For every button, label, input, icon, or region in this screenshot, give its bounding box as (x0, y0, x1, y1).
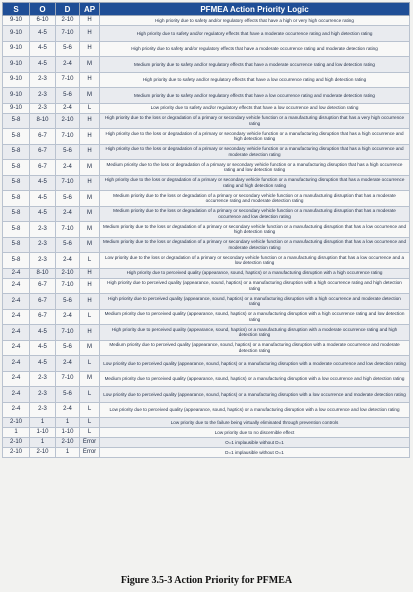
table-row (3, 428, 410, 438)
cell-s: 2-10 (3, 448, 30, 458)
cell-ap: H (80, 72, 100, 88)
cell-o: 6-7 (30, 294, 56, 310)
cell-d: 2-4 (56, 57, 80, 73)
cell-ap: H (80, 16, 100, 26)
cell-ap: L (80, 103, 100, 113)
cell-o: 6-7 (30, 160, 56, 176)
cell-d: 5-6 (56, 387, 80, 403)
cell-logic: Medium priority due to perceived quality (appearance, sound, haptics) or a manufacturing disruption with a moderate occurrence and moderate detection rating (100, 340, 410, 356)
cell-o: 2-3 (30, 222, 56, 238)
cell-logic: Medium priority due to the loss or degradation of a primary or secondary vehicle function or a manufacturing disruption that has a moderate occurrence rating and moderate detection rating (100, 191, 410, 207)
cell-d: 7-10 (56, 175, 80, 191)
cell-s: 5-8 (3, 237, 30, 253)
cell-o: 2-3 (30, 402, 56, 418)
cell-s: 9-10 (3, 41, 30, 57)
cell-d: 1-10 (56, 428, 80, 438)
table-row (3, 26, 410, 42)
cell-o: 4-5 (30, 26, 56, 42)
cell-o: 6-7 (30, 278, 56, 294)
cell-logic: Medium priority due to safety and/or regulatory effects that have a moderate occurrence rating and low detection rating (100, 57, 410, 73)
cell-logic: Low priority due to the loss or degradation of a primary or secondary vehicle function or a manufacturing disruption that has a low occurrence and a low detection rating (100, 253, 410, 269)
cell-logic: Low priority due to no discernible effect (100, 428, 410, 438)
cell-s: 5-8 (3, 206, 30, 222)
cell-s: 9-10 (3, 103, 30, 113)
cell-o: 1 (30, 438, 56, 448)
cell-ap: L (80, 418, 100, 428)
cell-logic: D=1 implausible without O=1 (100, 448, 410, 458)
cell-logic: High priority due to the loss or degradation of a primary or secondary vehicle function or a manufacturing disruption that has a high occurrence and moderate detection rating (100, 144, 410, 160)
table-row (3, 418, 410, 428)
cell-d: 5-6 (56, 340, 80, 356)
cell-s: 2-10 (3, 438, 30, 448)
cell-ap: M (80, 222, 100, 238)
cell-ap: M (80, 57, 100, 73)
cell-ap: L (80, 387, 100, 403)
table-row (3, 113, 410, 129)
cell-d: 2-4 (56, 206, 80, 222)
figure-caption: Figure 3.5-3 Action Priority for PFMEA (120, 575, 293, 586)
cell-o: 4-5 (30, 41, 56, 57)
cell-s: 9-10 (3, 26, 30, 42)
cell-s: 1 (3, 428, 30, 438)
cell-logic: High priority due to safety and/or regulatory effects that have a moderate occurrence rating and high detection rating (100, 26, 410, 42)
cell-logic: High priority due to perceived quality (appearance, sound, haptics) or a manufacturing disruption with a high occurrence and moderate detection rating (100, 294, 410, 310)
header-d: D (56, 3, 80, 16)
table-row (3, 175, 410, 191)
cell-logic: Medium priority due to perceived quality (appearance, sound, haptics) or a manufacturing disruption with a high occurrence rating and low detection rating (100, 309, 410, 325)
table-row (3, 103, 410, 113)
cell-o: 6-7 (30, 309, 56, 325)
cell-ap: H (80, 175, 100, 191)
cell-d: 5-6 (56, 237, 80, 253)
table-row (3, 16, 410, 26)
cell-ap: H (80, 144, 100, 160)
cell-s: 5-8 (3, 144, 30, 160)
cell-o: 2-3 (30, 237, 56, 253)
cell-logic: High priority due to safety and/or regulatory effects that have a moderate occurrence rating and moderate detection rating (100, 41, 410, 57)
table-row (3, 72, 410, 88)
cell-ap: H (80, 129, 100, 145)
cell-o: 4-5 (30, 325, 56, 341)
table-row (3, 402, 410, 418)
table-row (3, 268, 410, 278)
cell-s: 2-4 (3, 294, 30, 310)
cell-o: 6-7 (30, 129, 56, 145)
cell-ap: H (80, 268, 100, 278)
cell-d: 2-4 (56, 309, 80, 325)
cell-ap: H (80, 26, 100, 42)
cell-s: 2-4 (3, 268, 30, 278)
header-logic: PFMEA Action Priority Logic (100, 3, 410, 16)
cell-d: 5-6 (56, 144, 80, 160)
cell-ap: H (80, 325, 100, 341)
cell-o: 2-10 (30, 448, 56, 458)
table-row (3, 206, 410, 222)
header-o: O (30, 3, 56, 16)
cell-logic: High priority due to safety and/or regulatory effects that have a low occurrence rating and high detection rating (100, 72, 410, 88)
header-s: S (3, 3, 30, 16)
cell-logic: Medium priority due to the loss or degradation of a primary or secondary vehicle function or a manufacturing disruption that has a low occurrence and moderate detection rating (100, 237, 410, 253)
cell-d: 1 (56, 418, 80, 428)
cell-d: 7-10 (56, 72, 80, 88)
cell-s: 5-8 (3, 129, 30, 145)
cell-ap: M (80, 340, 100, 356)
cell-ap: H (80, 294, 100, 310)
cell-o: 8-10 (30, 113, 56, 129)
cell-logic: Medium priority due to the loss or degradation of a primary or secondary vehicle function or a manufacturing disruption that has a low occurrence and high detection rating (100, 222, 410, 238)
cell-logic: High priority due to the loss or degradation of a primary or secondary vehicle function or a manufacturing disruption that has a moderate occurrence rating and high detection rating (100, 175, 410, 191)
cell-s: 2-4 (3, 356, 30, 372)
cell-ap: M (80, 88, 100, 104)
cell-o: 2-3 (30, 72, 56, 88)
cell-logic: High priority due to perceived quality (appearance, sound, haptics) or a manufacturing disruption with a high occurrence rating and high detection rating (100, 278, 410, 294)
cell-logic: High priority due to the loss or degradation of a primary or secondary vehicle function or a manufacturing disruption that has a very high occurrence rating (100, 113, 410, 129)
cell-ap: L (80, 309, 100, 325)
table-row (3, 309, 410, 325)
cell-d: 2-4 (56, 402, 80, 418)
cell-logic: Low priority due to perceived quality (appearance, sound, haptics) or a manufacturing disruption with a moderate occurrence and low detection rating (100, 356, 410, 372)
cell-o: 4-5 (30, 206, 56, 222)
cell-o: 2-3 (30, 103, 56, 113)
cell-logic: Low priority due to the failure being virtually eliminated through prevention controls (100, 418, 410, 428)
table-row (3, 387, 410, 403)
cell-logic: High priority due to the loss or degradation of a primary or secondary vehicle function or a manufacturing disruption that has a high occurrence and high detection rating (100, 129, 410, 145)
table-row (3, 129, 410, 145)
cell-s: 9-10 (3, 16, 30, 26)
cell-o: 6-7 (30, 144, 56, 160)
cell-ap: M (80, 237, 100, 253)
cell-logic: Low priority due to perceived quality (appearance, sound, haptics) or a manufacturing disruption with a low occurrence and low detection rating (100, 402, 410, 418)
cell-d: 7-10 (56, 371, 80, 387)
cell-s: 5-8 (3, 113, 30, 129)
cell-d: 2-10 (56, 113, 80, 129)
cell-o: 2-3 (30, 371, 56, 387)
table-row (3, 144, 410, 160)
cell-o: 1 (30, 418, 56, 428)
cell-logic: Low priority due to safety and/or regulatory effects that have a low occurrence and low detection rating (100, 103, 410, 113)
table-row (3, 160, 410, 176)
cell-ap: M (80, 191, 100, 207)
cell-o: 2-3 (30, 387, 56, 403)
cell-ap: H (80, 113, 100, 129)
cell-logic: High priority due to perceived quality (appearance, sound, haptics) or a manufacturing disruption with a moderate occurrence rating and high detection rating (100, 325, 410, 341)
table-row (3, 448, 410, 458)
cell-d: 2-10 (56, 438, 80, 448)
cell-logic: Medium priority due to the loss or degradation of a primary or secondary vehicle function or a manufacturing disruption that has a high occurrence rating and low detection rating (100, 160, 410, 176)
table-row (3, 278, 410, 294)
table-row (3, 356, 410, 372)
cell-s: 2-4 (3, 387, 30, 403)
cell-o: 4-5 (30, 175, 56, 191)
table-row (3, 237, 410, 253)
cell-logic: High priority due to safety and/or regulatory effects that have a high or very high occurrence rating (100, 16, 410, 26)
cell-o: 4-5 (30, 191, 56, 207)
cell-s: 9-10 (3, 57, 30, 73)
cell-logic: Medium priority due to the loss or degradation of a primary or secondary vehicle function or a manufacturing disruption that has a moderate occurrence and low detection rating (100, 206, 410, 222)
cell-d: 5-6 (56, 294, 80, 310)
cell-d: 5-6 (56, 88, 80, 104)
cell-o: 2-3 (30, 253, 56, 269)
cell-o: 8-10 (30, 268, 56, 278)
cell-logic: Medium priority due to perceived quality (appearance, sound, haptics) or a manufacturing disruption with a low occurrence and high detection rating (100, 371, 410, 387)
table-row (3, 325, 410, 341)
cell-d: 7-10 (56, 222, 80, 238)
cell-ap: Error (80, 448, 100, 458)
table-row (3, 222, 410, 238)
table-row (3, 41, 410, 57)
cell-ap: M (80, 206, 100, 222)
cell-ap: M (80, 371, 100, 387)
cell-d: 1 (56, 448, 80, 458)
cell-d: 5-6 (56, 191, 80, 207)
cell-ap: M (80, 160, 100, 176)
cell-d: 7-10 (56, 278, 80, 294)
cell-ap: H (80, 41, 100, 57)
cell-ap: L (80, 253, 100, 269)
cell-s: 2-4 (3, 325, 30, 341)
cell-s: 5-8 (3, 191, 30, 207)
cell-o: 4-5 (30, 57, 56, 73)
table-row (3, 294, 410, 310)
cell-d: 2-10 (56, 268, 80, 278)
cell-o: 6-10 (30, 16, 56, 26)
header-ap: AP (80, 3, 100, 16)
cell-s: 9-10 (3, 72, 30, 88)
cell-ap: Error (80, 438, 100, 448)
table-header-row (3, 3, 410, 16)
table-row (3, 438, 410, 448)
cell-logic: O=1 implausible without D=1 (100, 438, 410, 448)
cell-d: 2-4 (56, 103, 80, 113)
cell-ap: H (80, 278, 100, 294)
table-row (3, 88, 410, 104)
cell-ap: L (80, 356, 100, 372)
cell-d: 7-10 (56, 26, 80, 42)
cell-d: 2-4 (56, 160, 80, 176)
table-body (3, 16, 410, 458)
cell-o: 2-3 (30, 88, 56, 104)
cell-s: 5-8 (3, 222, 30, 238)
action-priority-table (2, 2, 410, 458)
cell-s: 5-8 (3, 160, 30, 176)
cell-s: 2-4 (3, 340, 30, 356)
table-row (3, 340, 410, 356)
cell-d: 2-10 (56, 16, 80, 26)
cell-d: 2-4 (56, 253, 80, 269)
cell-s: 2-4 (3, 309, 30, 325)
cell-d: 7-10 (56, 325, 80, 341)
cell-s: 2-10 (3, 418, 30, 428)
cell-ap: L (80, 402, 100, 418)
cell-logic: Medium priority due to safety and/or regulatory effects that have a low occurrence rating and moderate detection rating (100, 88, 410, 104)
cell-d: 2-4 (56, 356, 80, 372)
cell-o: 4-5 (30, 340, 56, 356)
cell-d: 5-6 (56, 41, 80, 57)
cell-d: 7-10 (56, 129, 80, 145)
table-row (3, 191, 410, 207)
cell-s: 2-4 (3, 402, 30, 418)
cell-o: 4-5 (30, 356, 56, 372)
cell-s: 9-10 (3, 88, 30, 104)
cell-s: 5-8 (3, 253, 30, 269)
cell-s: 5-8 (3, 175, 30, 191)
table-row (3, 253, 410, 269)
cell-s: 2-4 (3, 371, 30, 387)
cell-s: 2-4 (3, 278, 30, 294)
table-row (3, 57, 410, 73)
cell-ap: L (80, 428, 100, 438)
cell-o: 1-10 (30, 428, 56, 438)
cell-logic: Low priority due to perceived quality (appearance, sound, haptics) or a manufacturing disruption with a low occurrence and moderate detection rating (100, 387, 410, 403)
table-row (3, 371, 410, 387)
cell-logic: High priority due to perceived quality (appearance, sound, haptics) or a manufacturing disruption with a high occurrence rating (100, 268, 410, 278)
